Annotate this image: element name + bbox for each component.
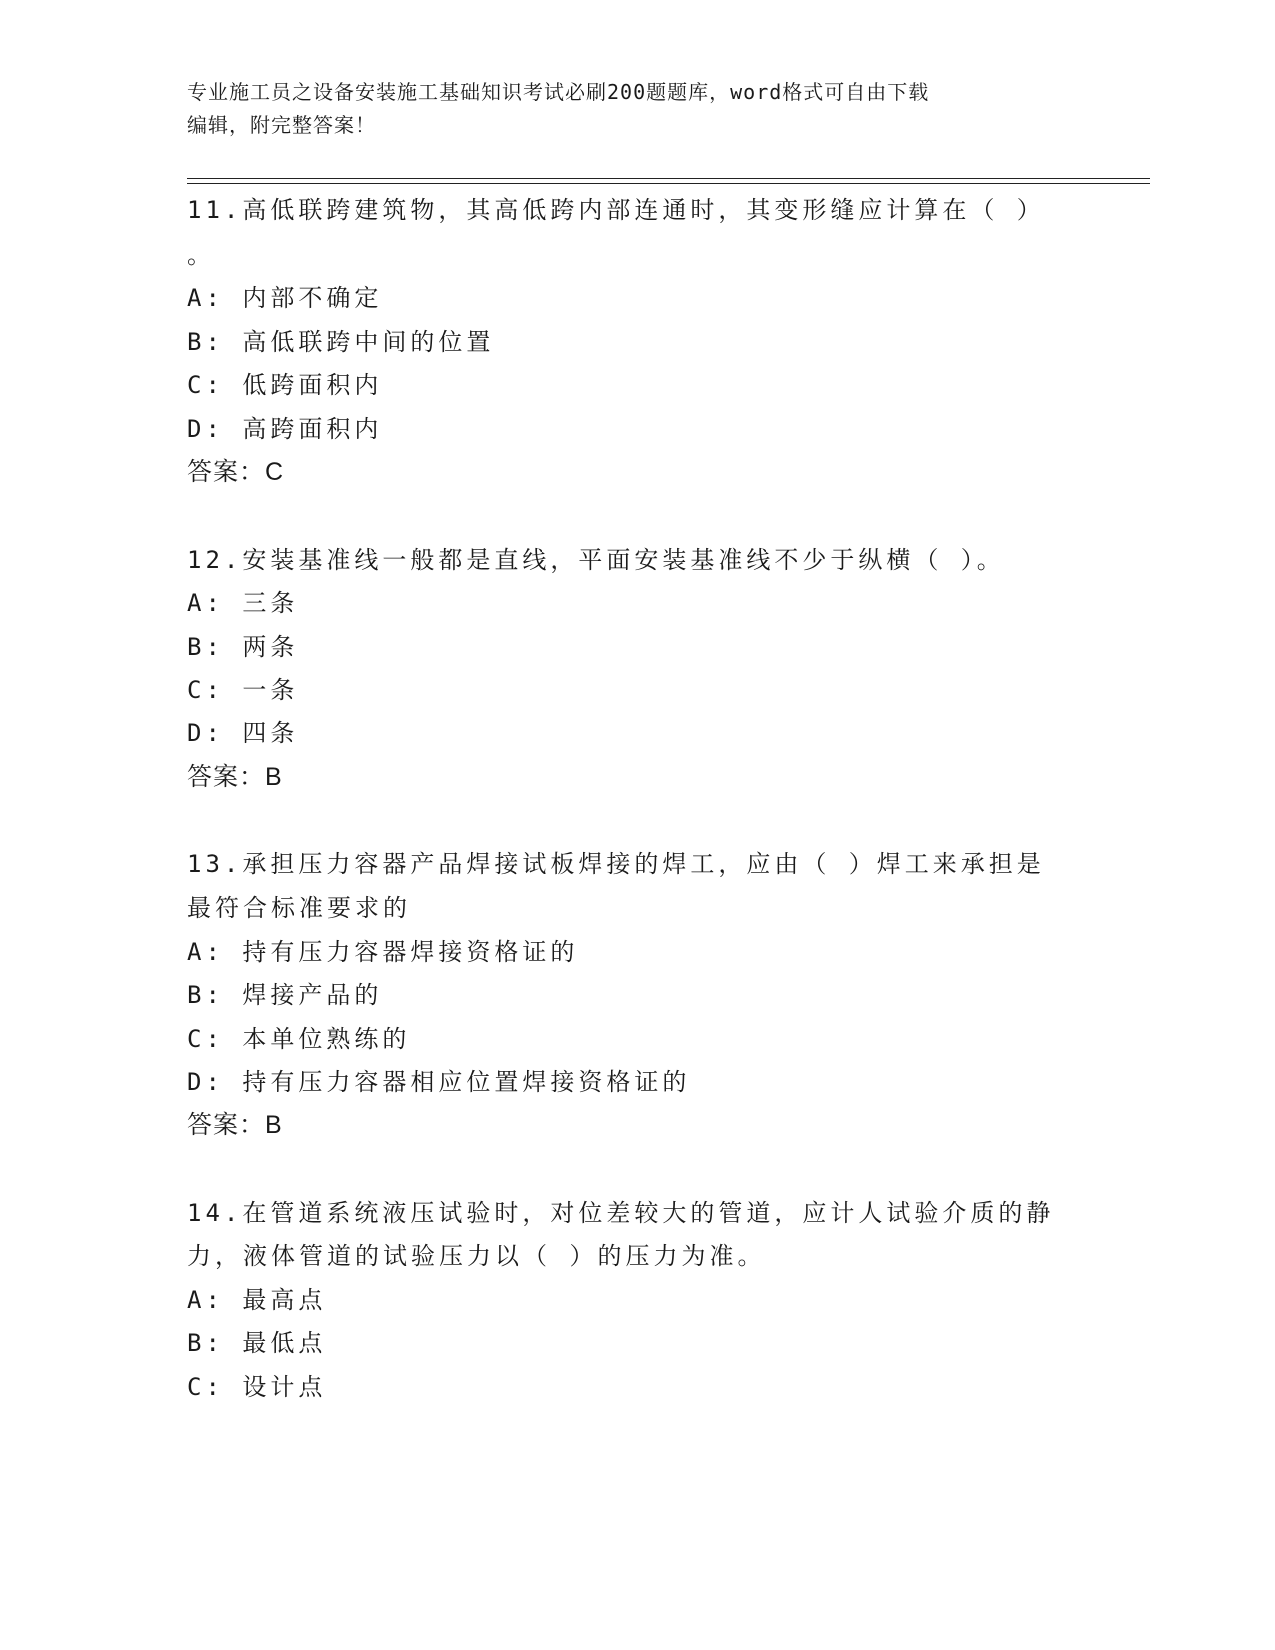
question-11-option-a: A: 内部不确定 — [187, 284, 383, 312]
header-title-line-2: 编辑，附完整答案！ — [187, 113, 376, 137]
question-14-stem-line-2: 力，液体管道的试验压力以（ ）的压力为准。 — [187, 1242, 766, 1270]
question-13-option-a: A: 持有压力容器焊接资格证的 — [187, 938, 579, 966]
question-14-option-c: C: 设计点 — [187, 1373, 327, 1401]
question-11-answer: 答案：C — [187, 458, 285, 486]
question-13-option-d: D: 持有压力容器相应位置焊接资格证的 — [187, 1068, 691, 1096]
question-14-stem-line-1: 14.在管道系统液压试验时，对位差较大的管道，应计人试验介质的静 — [187, 1199, 1055, 1227]
question-11-option-c: C: 低跨面积内 — [187, 371, 383, 399]
question-12-answer: 答案：B — [187, 763, 283, 791]
question-11-stem-line-1: 11.高低联跨建筑物，其高低跨内部连通时，其变形缝应计算在（ ） — [187, 196, 1045, 224]
question-11-option-d: D: 高跨面积内 — [187, 415, 383, 443]
question-13-stem-line-1: 13.承担压力容器产品焊接试板焊接的焊工，应由（ ）焊工来承担是 — [187, 850, 1045, 878]
question-12-stem-line-1: 12.安装基准线一般都是直线，平面安装基准线不少于纵横（ ）。 — [187, 546, 1005, 574]
question-13-answer: 答案：B — [187, 1111, 283, 1139]
question-14-option-a: A: 最高点 — [187, 1286, 327, 1314]
question-13-stem-line-2: 最符合标准要求的 — [187, 894, 411, 922]
header-title-line-1: 专业施工员之设备安装施工基础知识考试必刷200题题库，word格式可自由下载 — [187, 80, 930, 104]
document-header — [187, 76, 1067, 142]
question-12-option-b: B: 两条 — [187, 633, 299, 661]
header-divider-bottom — [187, 183, 1150, 184]
question-13-option-c: C: 本单位熟练的 — [187, 1025, 411, 1053]
question-11-stem-line-2: 。 — [187, 241, 215, 269]
question-14-option-b: B: 最低点 — [187, 1329, 327, 1357]
question-12-option-c: C: 一条 — [187, 676, 299, 704]
question-11-option-b: B: 高低联跨中间的位置 — [187, 328, 495, 356]
question-12-option-a: A: 三条 — [187, 589, 299, 617]
header-divider-top — [187, 178, 1150, 179]
question-12-option-d: D: 四条 — [187, 719, 299, 747]
question-13-option-b: B: 焊接产品的 — [187, 981, 383, 1009]
